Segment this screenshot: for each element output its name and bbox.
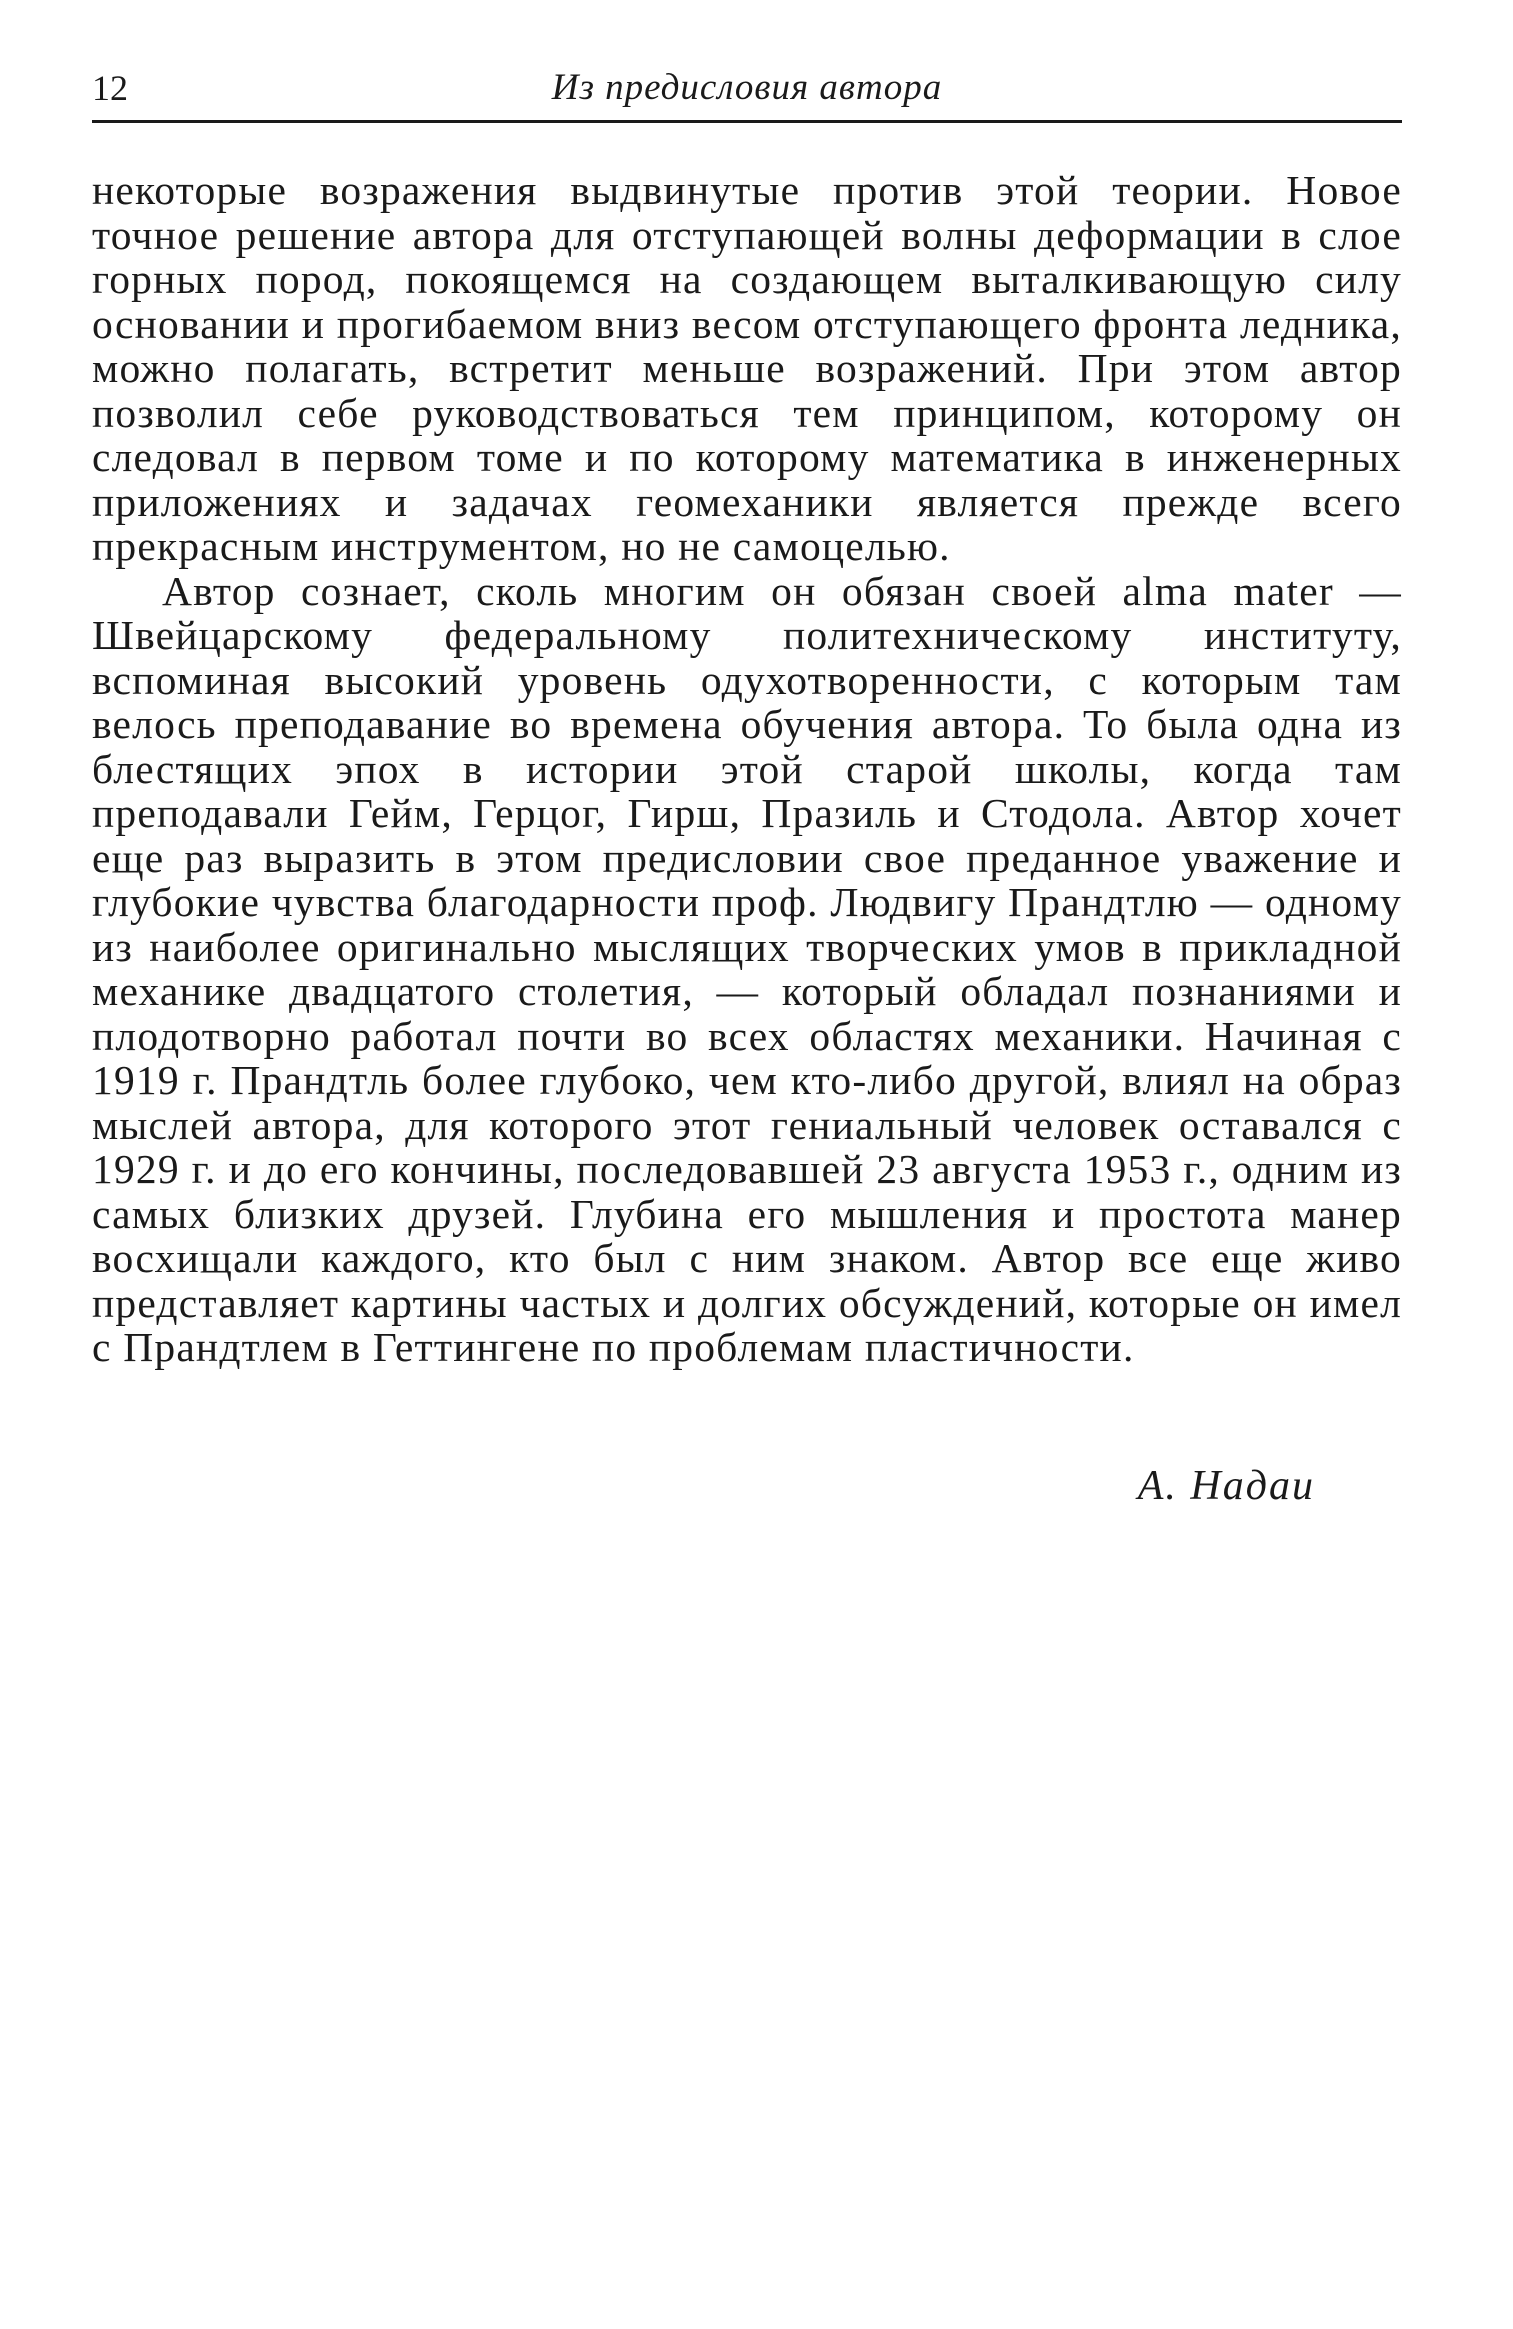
page-number: 12 xyxy=(92,68,128,108)
page-header xyxy=(92,62,1402,122)
paragraph-2: Автор сознает, сколь многим он обязан своей alma mater — Швейцарскому федеральному политехническому институту, вспоминая высокий уровень одухотворенности, с которым там велось преподавание во времена обучения автора. То была одна из блестящих эпох в истории этой старой школы, когда там преподавали Гейм, Герцог, Гирш, Празиль и Стодола. Автор хочет еще раз выразить в этом предисловии свое преданное уважение и глубокие чувства благодарности проф. Людвигу Прандтлю — одному из наиболее оригинально мыслящих творческих умов в прикладной механике двадцатого столетия, — который обладал познаниями и плодотворно работал почти во всех областях механики. Начиная с 1919 г. Прандтль более глубоко, чем кто-либо другой, влиял на образ мыслей автора, для которого этот гениальный человек оставался с 1929 г. и до его кончины, последовавшей 23 августа 1953 г., одним из самых близких друзей. Глубина его мышления и простота манер восхищали каждого, кто был с ним знаком. Автор все еще живо представляет картины частых и долгих обсуждений, которые он имел с Прандтлем в Геттингене по проблемам пластичности. xyxy=(92,567,1402,1370)
body-text xyxy=(92,168,1402,1370)
running-title: Из предисловия автора xyxy=(551,67,943,108)
paragraph-1: некоторые возражения выдвинутые против этой теории. Новое точное решение автора для отступающей волны деформации в слое горных пород, покоящемся на создающем выталкивающую силу основании и прогибаемом вниз весом отступающего фронта ледника, можно полагать, встретит меньше возражений. При этом автор позволил себе руководствоваться тем принципом, которому он следовал в первом томе и по которому математика в инженерных приложениях и задачах геомеханики является прежде всего прекрасным инструментом, но не самоцелью. xyxy=(92,167,1402,569)
author-signature: А. Надаи xyxy=(1137,1463,1315,1509)
header-rule xyxy=(92,120,1402,123)
